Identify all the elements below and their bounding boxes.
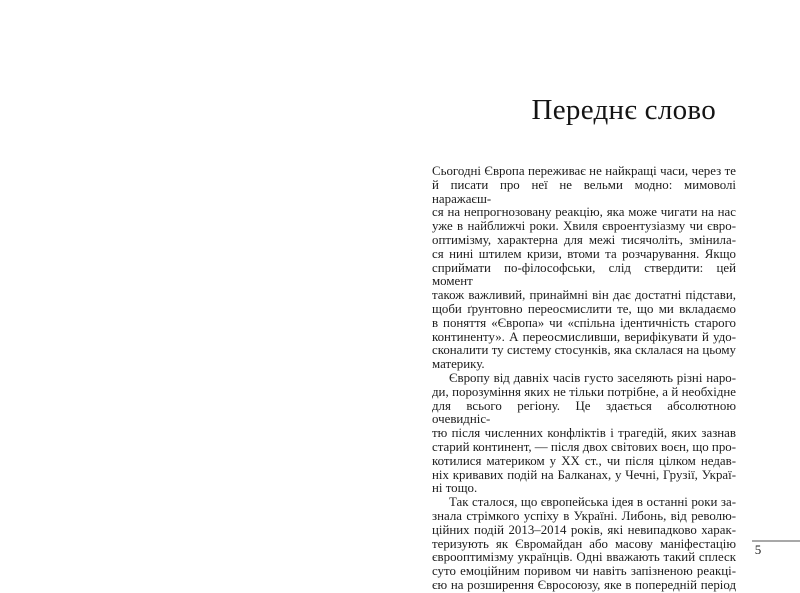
text-line: ди, порозуміння яких не тільки потрібне, а й необхідне	[432, 384, 736, 399]
text-line: материку.	[432, 357, 485, 372]
text-line: ніх кривавих подій на Балканах, у Чечні, Грузії, Украї-	[432, 467, 736, 482]
text-line: ся нині штилем кризи, втоми та розчарування. Якщо	[432, 246, 736, 261]
text-line: уже в найближчі роки. Хвиля євроентузіазму чи євро-	[432, 219, 736, 234]
text-line: Так сталося, що європейська ідея в останні роки за-	[449, 495, 736, 510]
text-line: щоби ґрунтовно переосмислити те, що ми вкладаємо	[432, 301, 736, 316]
text-line: для всього регіону. Це здається абсолютною очевидніс-	[432, 398, 736, 427]
text-line: сприймати по-філософськи, слід ствердити: цей момент	[432, 260, 736, 289]
text-line: ся на непрогнозовану реакцію, яка може чигати на нас	[432, 205, 736, 220]
page-title: Переднє слово	[531, 94, 716, 126]
text-line: знала стрімкого успіху в Україні. Либонь, від револю-	[432, 508, 736, 523]
text-line: континенту». А переосмисливши, верифікувати й удо-	[432, 329, 736, 344]
text-line: суто емоційним поривом чи навіть запізненою реакці-	[432, 564, 736, 579]
text-line: єю на розширення Євросоюзу, яке в попередній період	[432, 577, 736, 592]
text-line: старий континент, — після двох світових воєн, що про-	[432, 439, 737, 454]
text-line: також важливий, принаймні він дає достатні підстави,	[432, 288, 736, 303]
text-line: тю після численних конфліктів і трагедій, яких зазнав	[432, 426, 736, 441]
text-line: в поняття «Європа» чи «спільна ідентичність старого	[432, 315, 736, 330]
text-line: Європу від давніх часів густо заселяють різні наро-	[449, 370, 736, 385]
text-line: сконалити ту систему стосунків, яка склалася на цьому	[432, 343, 736, 358]
text-line: ційних подій 2013–2014 років, які невипадково харак-	[432, 522, 736, 537]
text-line: котилися материком у ХХ ст., чи після цілком недав-	[432, 453, 736, 468]
text-line: ні тощо.	[432, 481, 478, 496]
text-line: єврооптимізму українців. Одні вважають такий сплеск	[432, 550, 736, 565]
text-line: й писати про неї не вельми модно: мимоволі наражаєш-	[432, 177, 736, 206]
page-number: 5	[754, 542, 762, 557]
text-line: теризують як Євромайдан або масову маніфестацію	[432, 536, 736, 551]
text-line: Сьогодні Європа переживає не найкращі часи, через те	[432, 164, 736, 178]
text-line: оптимізму, характерна для межі тисячоліть, змінила-	[432, 232, 736, 247]
body-text	[432, 165, 736, 593]
